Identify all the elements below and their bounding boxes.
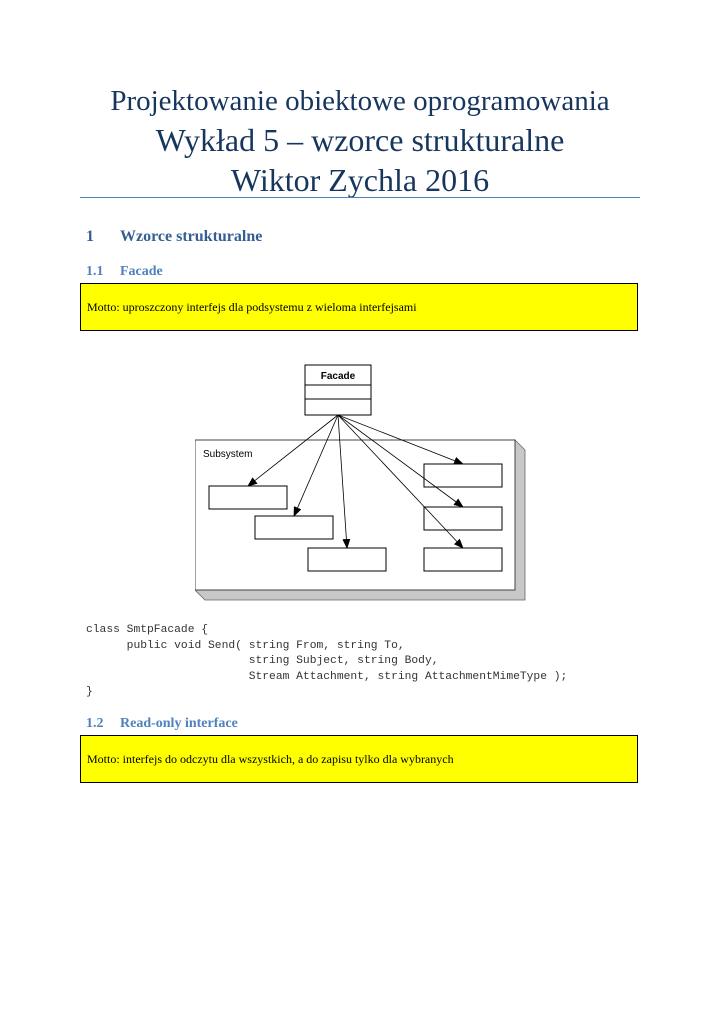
document-title	[80, 82, 640, 200]
motto-text: Motto: interfejs do odczytu dla wszystkich, a do zapisu tylko dla wybranych	[87, 752, 454, 766]
facade-label: Facade	[320, 371, 356, 382]
heading-section-1-2	[86, 716, 238, 732]
code-listing	[86, 623, 567, 701]
section-number: 1.2	[86, 716, 104, 731]
code-line: class SmtpFacade {	[86, 624, 209, 636]
subsystem-class-box	[424, 464, 502, 487]
subsystem-class-box	[255, 516, 333, 539]
subsystem-class-box	[209, 486, 287, 509]
motto-text: Motto: uproszczony interfejs dla podsystemu z wieloma interfejsami	[87, 300, 417, 314]
facade-diagram	[195, 360, 535, 605]
code-line: string Subject, string Body,	[86, 655, 439, 667]
subsystem-class-box	[308, 548, 386, 571]
heading-section-1-1	[86, 264, 163, 280]
subsystem-label: Subsystem	[203, 449, 253, 460]
motto-box-facade	[80, 283, 638, 331]
motto-box-read-only	[80, 735, 638, 783]
title-divider	[80, 197, 640, 198]
section-number: 1	[86, 228, 94, 245]
code-line: }	[86, 686, 93, 698]
section-title: Facade	[120, 264, 163, 279]
code-line: Stream Attachment, string AttachmentMimeType );	[86, 670, 568, 683]
heading-section-1	[86, 228, 262, 246]
section-title: Read-only interface	[120, 716, 238, 731]
subsystem-class-box	[424, 548, 502, 571]
section-number: 1.1	[86, 264, 104, 279]
title-line-2: Wykład 5 – wzorce strukturalne	[155, 122, 565, 158]
title-line-1: Projektowanie obiektowe oprogramowania	[110, 85, 610, 117]
title-line-3: Wiktor Zychla 2016	[230, 162, 490, 198]
section-title: Wzorce strukturalne	[120, 228, 263, 245]
code-line: public void Send( string From, string To,	[86, 639, 405, 652]
